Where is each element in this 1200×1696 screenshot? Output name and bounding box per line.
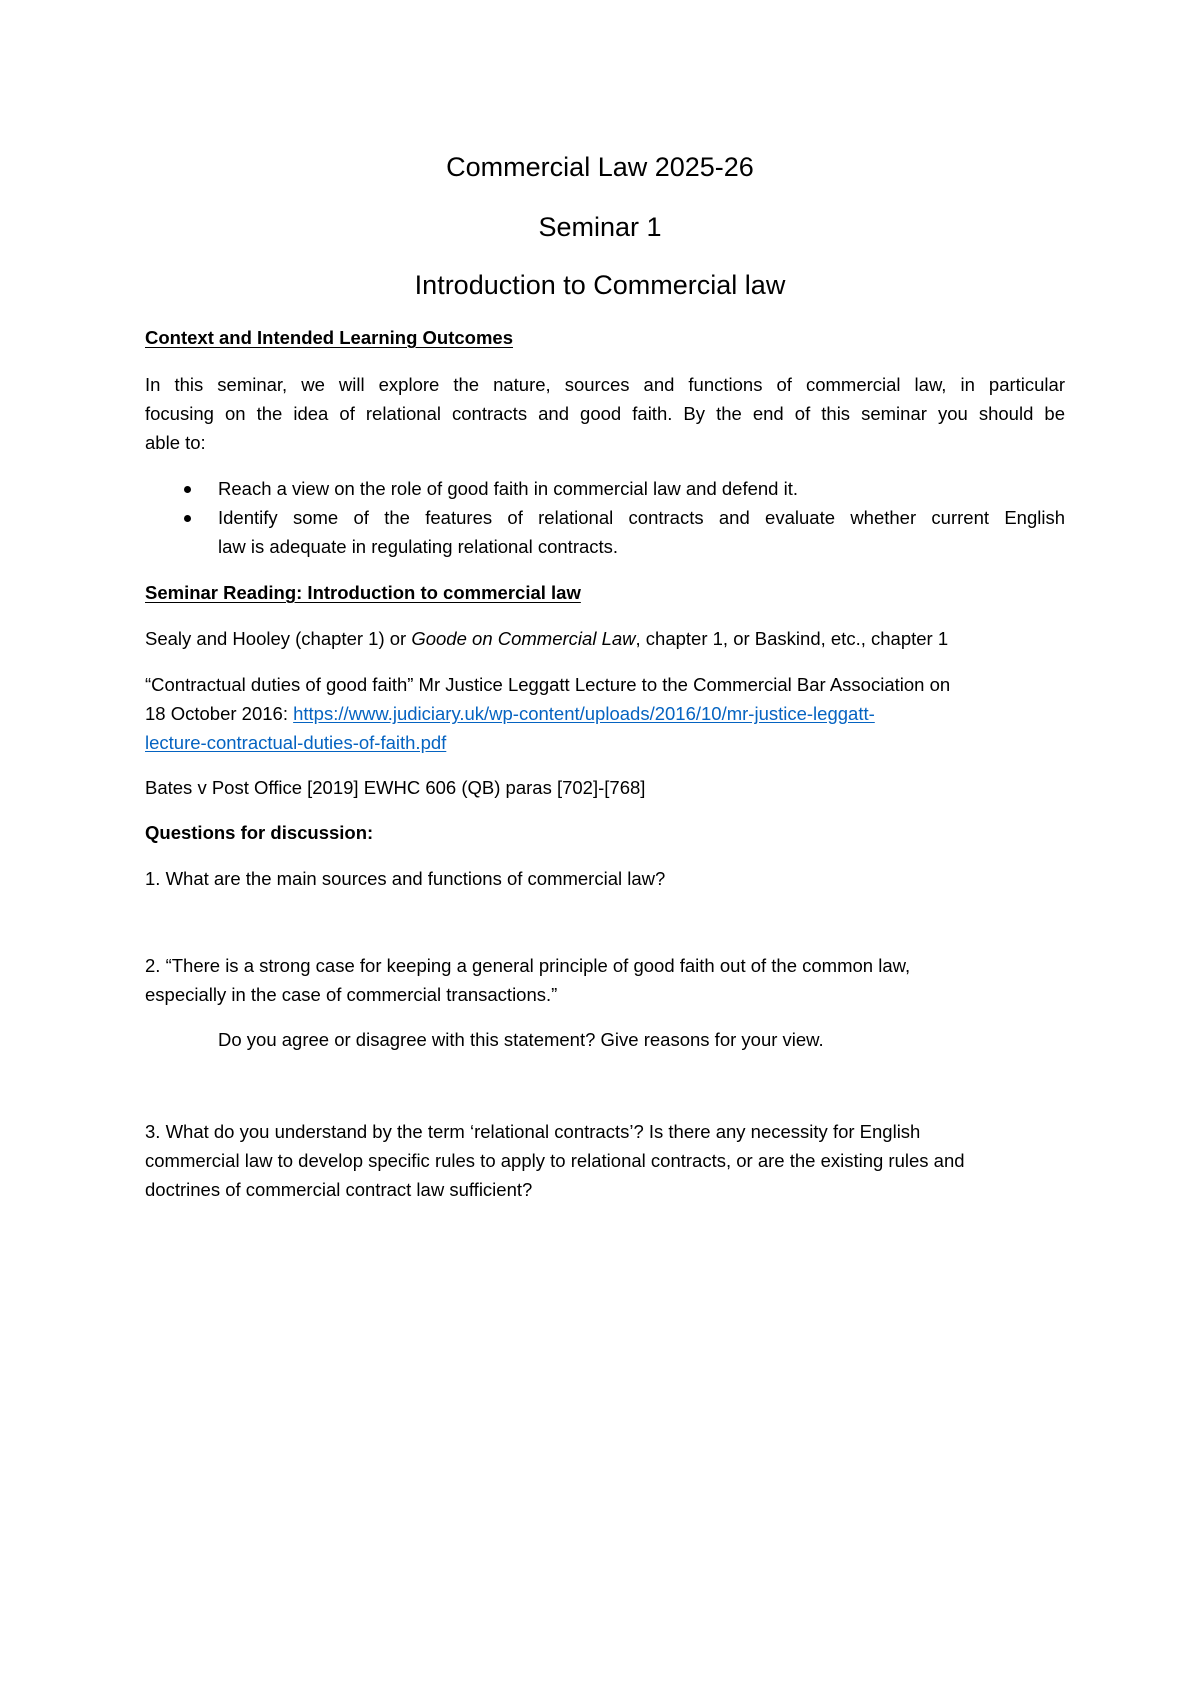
outcome-line-2: law is adequate in regulating relational contracts. — [218, 536, 619, 557]
context-intro — [145, 370, 1065, 457]
question-2-line-1: 2. “There is a strong case for keeping a general principle of good faith out of the common law, — [145, 955, 911, 976]
question-1: 1. What are the main sources and functions of commercial law? — [145, 868, 666, 889]
list-item — [145, 474, 1065, 503]
context-intro-line-3: able to: — [145, 432, 206, 453]
reading-item-1-suffix: , chapter 1, or Baskind, etc., chapter 1 — [635, 628, 949, 649]
question-2-follow-up: Do you agree or disagree with this statement? Give reasons for your view. — [218, 1029, 824, 1050]
outcome-line-1: Identify some of the features of relational contracts and evaluate whether current English — [218, 507, 1065, 528]
document-title: Commercial Law 2025-26 — [446, 152, 754, 182]
reading-item-1 — [145, 624, 1065, 653]
question-3-line-2: commercial law to develop specific rules to apply to relational contracts, or are the existing rules and — [145, 1150, 965, 1171]
context-heading: Context and Intended Learning Outcomes — [145, 327, 513, 348]
seminar-topic: Introduction to Commercial law — [414, 270, 786, 300]
reading-item-3: Bates v Post Office [2019] EWHC 606 (QB) paras [702]-[768] — [145, 777, 646, 798]
list-item — [145, 503, 1065, 561]
bullet-icon — [184, 486, 191, 493]
reading-item-2-date: 18 October 2016: — [145, 703, 294, 724]
question-3 — [145, 1117, 1065, 1204]
context-intro-line-2: focusing on the idea of relational contracts and good faith. By the end of this seminar you should be — [145, 403, 1065, 424]
reading-item-1-book-title: Goode on Commercial Law — [411, 628, 636, 649]
bullet-icon — [184, 515, 191, 522]
reading-item-1-prefix: Sealy and Hooley (chapter 1) or — [145, 628, 412, 649]
question-2 — [145, 951, 1065, 1009]
leggatt-lecture-link-part-1[interactable]: https://www.judiciary.uk/wp-content/uploads/2016/10/mr-justice-leggatt- — [293, 703, 875, 724]
reading-item-2-line-2 — [145, 699, 1065, 728]
learning-outcomes-list — [145, 474, 1065, 561]
leggatt-lecture-link-part-2[interactable]: lecture-contractual-duties-of-faith.pdf — [145, 732, 447, 753]
questions-heading: Questions for discussion: — [145, 822, 374, 843]
reading-heading: Seminar Reading: Introduction to commercial law — [145, 582, 581, 603]
context-intro-line-1: In this seminar, we will explore the nature, sources and functions of commercial law, in particular — [145, 374, 1065, 395]
question-3-line-1: 3. What do you understand by the term ‘relational contracts’? Is there any necessity for English — [145, 1121, 921, 1142]
reading-item-2 — [145, 670, 1065, 757]
question-3-line-3: doctrines of commercial contract law sufficient? — [145, 1179, 533, 1200]
outcome-line-1: Reach a view on the role of good faith in commercial law and defend it. — [218, 478, 798, 499]
question-2-line-2: especially in the case of commercial transactions.” — [145, 984, 558, 1005]
reading-item-2-line-1: “Contractual duties of good faith” Mr Justice Leggatt Lecture to the Commercial Bar Association on — [145, 674, 951, 695]
seminar-number: Seminar 1 — [538, 212, 662, 242]
